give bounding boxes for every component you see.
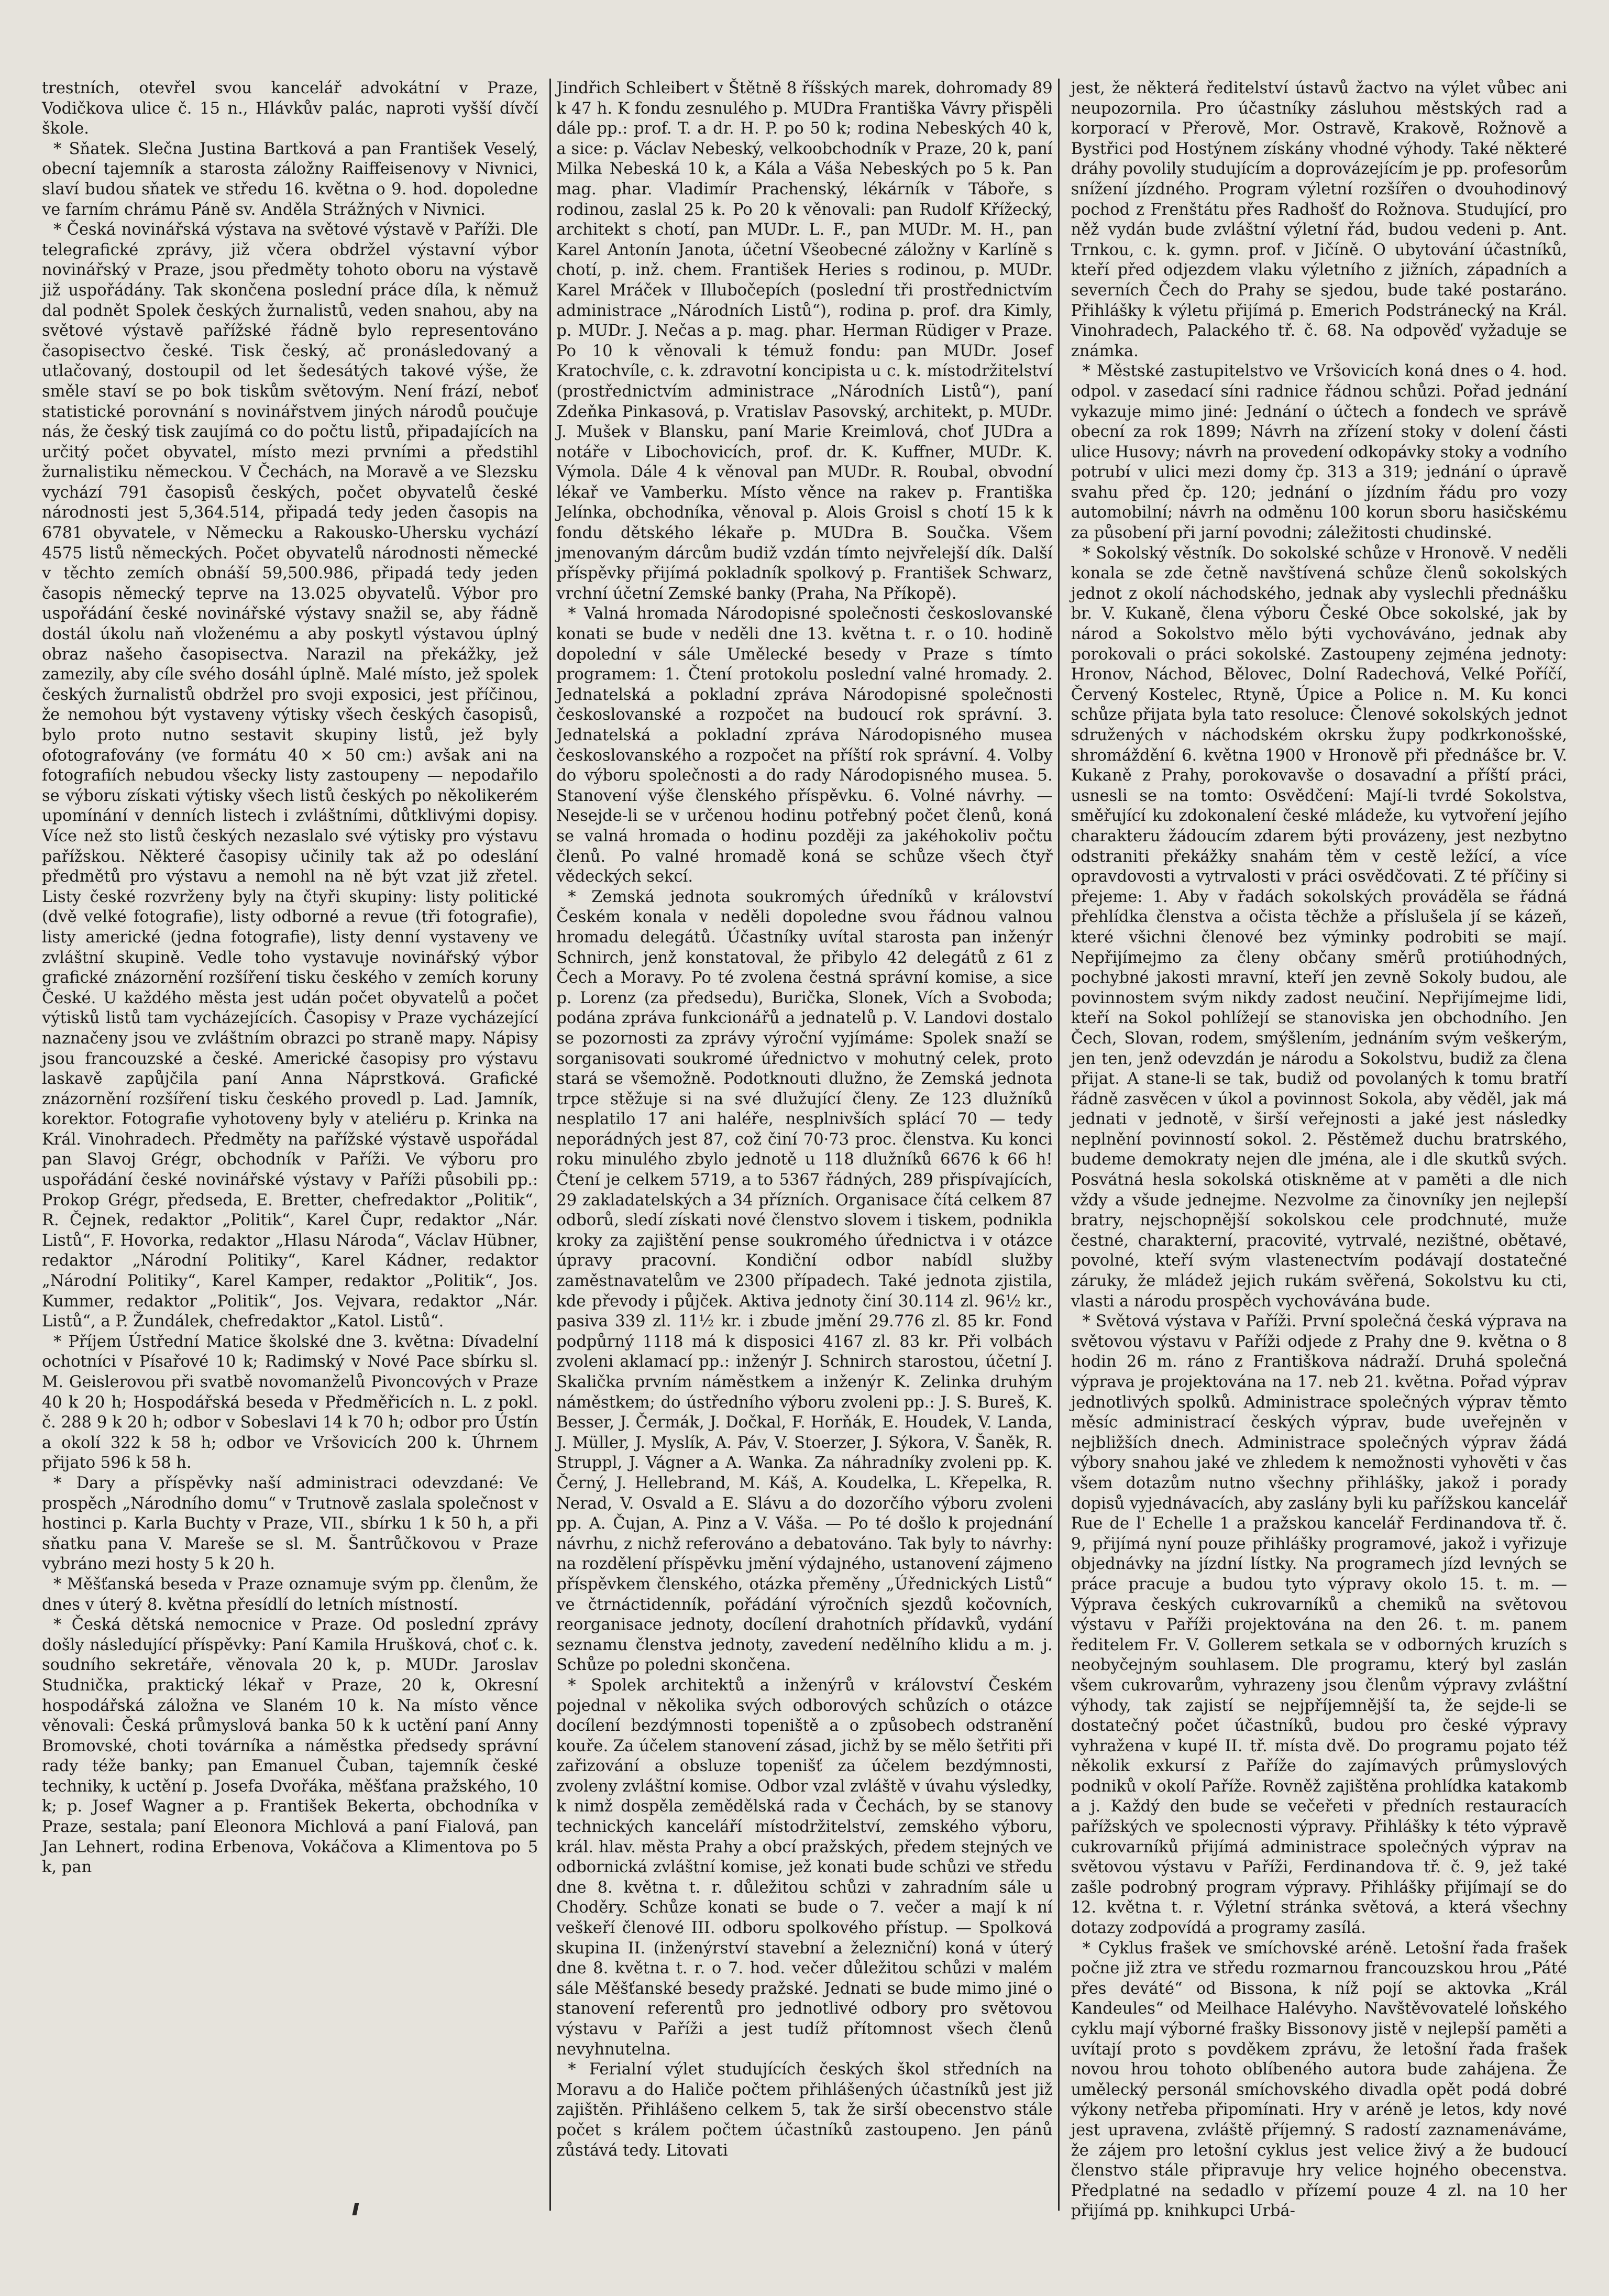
article-paragraph: * Cyklus frašek ve smíchovské aréně. Letošní řada frašek počne již ztra ve středu rozmarnou francouzskou hrou „Páté přes deváté“ od Bissona, k níž pojí se aktovka „Král Kandeules“ od Meilhace Halévyho. Navštěvovatelé loňského cyklu mají výborné frašky Bissonovy jistě v nejlepší paměti a uvítají proto s povděkem zprávu, že letošní řada frašek novou hrou tohoto oblíbeného autora bude zahájena. Že umělecký personál smíchovského divadla opět podá dobré výkony netřeba připomínati. Hry v aréně je letos, kdy nové jest upravena, zvláště příjemný. S radostí zaznamenáváme, že zájem pro letošní cyklus jest velice živý a že budoucí členstvo stále připravuje hry velice hojného obecenstva. Předplatné na sedadlo v přízemí pouze 4 zl. na 10 her přijímá pp. knihkupci Urbá- <box>1071 1939 1567 2221</box>
column-middle <box>549 79 1059 2211</box>
article-paragraph: * Měšťanská beseda v Praze oznamuje svým pp. členům, že dnes v úterý 8. května přesídlí do letních místností. <box>42 1575 538 1614</box>
article-paragraph: * Sokolský věstník. Do sokolské schůze v Hronově. V neděli konala se zde četně navštívená schůze členů sokolských jednot z okolí náchodského, jednak aby vyslechli přednášku br. V. Kukaně, člena výboru České Obce sokolské, jak by národ a Sokolstvo mělo býti vychováváno, jednak aby porokovali o práci sokolské. Zastoupeny zejména jednoty: Hronov, Náchod, Bělovec, Dolní Radechová, Velké Poříčí, Červený Kostelec, Rtyně, Úpice a Police n. M. Ku konci schůze přijata byla tato resoluce: Členové sokolských jednot sdružených v náchodském okrsku župy podkrkonošské, shromáždění 6. května 1900 v Hronově při přednášce br. V. Kukaně z Prahy, porokovavše o dosavadní a příští práci, usnesli se na tomto: Osvědčení: Mají-li tvrdé Sokolstva, směřující ku zdokonalení české mládeže, ku vytvoření jejího charakteru žádoucím zdarem býti provázeny, jest nezbytno odstraniti překážky snahám těm v cestě ležící, a více opravdovosti a vytrvalosti v práci osvědčovati. Z té příčiny si přejeme: 1. Aby v řadách sokolských prováděla se řádná přehlídka členstva a očista těchže a příslušela jí se kázeň, které všichni členové bez výminky podrobiti se mají. Nepřijímejmo za členy občany směrů protiúhodných, pochybné jakosti mravní, kteří jen zevně Sokoly budou, ale povinnostem svým nikdy zadost neučiní. Nepřijímejme lidi, kteří na Sokol pohlížejí se stanoviska jen obchodního. Jen Čech, Slovan, rodem, smýšlením, jednáním svým veškerým, jen ten, jenž odevzdán je národu a Sokolstvu, budiž za člena přijat. A stane-li se tak, budiž od povolaných k tomu bratří řádně zasvěcen v úkol a povinnost Sokola, aby věděl, jak má jednati v jednotě, v širší veřejnosti a jaké jest následky neplnění povinností sokol. 2. Pěstěmež duchu bratrského, budeme demokraty nejen dle jména, ale i dle skutků svých. Posvátná hesla sokolská otiskněme at v paměti a dle nich vždy a všude jednejme. Nezvolme za činovníky jen nejlepší bratry, nejschopnější sokolskou cele prodchnuté, muže čestné, charakterní, pracovité, vytrvalé, nezištné, obětavé, povolné, kteří svým vlastenectvím podávají dostatečné záruky, že mládež jejich rukám svěřená, Sokolstvu ku cti, vlasti a národu prospěch vychovávána bude. <box>1071 544 1567 1311</box>
article-paragraph: jest, že některá ředitelství ústavů žactvo na výlet vůbec ani neupozornila. Pro účastníky zásluhou městských rad a korporací v Přerově, Mor. Ostravě, Krakově, Rožnově a Bystřici pod Hostýnem získány vhodné výhody. Také některé dráhy povolily studujícím a doprovázejícím je pp. profesorům snížení jízdného. Program výletní rozšířen o dvouhodinový pochod z Frenštátu přes Radhošť do Rožnova. Studující, pro něž vydán bude zvláštní výletní řád, budou vedeni p. Ant. Trnkou, c. k. gymn. prof. v Jičíně. O ubytování účastníků, kteří před odjezdem vlaku výletního z jižních, západních a severních Čech do Prahy se sjedou, bude také postaráno. Přihlášky k výletu přijímá p. Emerich Podstránecký na Král. Vinohradech, Palackého tř. č. 68. Na odpověď vyžaduje se známka. <box>1071 79 1567 360</box>
article-paragraph: * Ferialní výlet studujících českých škol středních na Moravu a do Haliče počtem přihlášených účastníků jest již zajištěn. Přihlášeno celkem 5, tak že sirší obecenstvo stále počet s králem počtem účastníků zastoupeno. Jen pánů zůstává tedy. Litovati <box>556 2060 1053 2160</box>
article-paragraph: * Česká novinářská výstava na světové výstavě v Paříži. Dle telegrafické zprávy, již včera obdržel výstavní výbor novinářský v Praze, jsou předměty tohoto oboru na výstavě již uspořádány. Tak skončena poslední práce díla, k němuž dal podnět Spolek českých žurnalistů, veden snahou, aby na světové výstavě pařížské řádně bylo representováno časopisectvo české. Tisk český, ač pronásledovaný a utlačovaný, dostoupil od let šedesátých takové výše, že směle staví se po bok tiskům světovým. Není frází, neboť statistické porovnání s novinářstvem jiných národů poučuje nás, že český tisk zaujímá co do počtu listů, připadajících na určitý počet obyvatel, místo mezi prvními a předstihl žurnalistiku německou. V Čechách, na Moravě a ve Slezsku vychází 791 časopisů českých, počet obyvatelů české národnosti jest 5,364.514, připadá tedy jeden časopis na 6781 obyvatele, v Německu a Rakousko-Uhersku vychází 4575 listů německých. Počet obyvatelů národnosti německé v těchto zemích obnáší 59,500.986, připadá tedy jeden časopis německý teprve na 13.025 obyvatelů. Výbor pro uspořádání české novinářské výstavy snažil se, aby řádně dostál úkolu naň vloženému a aby poskytl výstavou úplný obraz našeho časopisectva. Narazil na překážky, jež zamezily, aby cíle svého dosáhl úplně. Malé místo, jež spolek českých žurnalistů obdržel pro svoji exposici, jest příčinou, že nemohou být vystaveny výtisky všech českých časopisů, bylo proto nutno sestavit skupiny listů, jež byly ofotografovány (ve formátu 40 × 50 cm:) avšak ani na fotografiích nebudou všecky listy zastoupeny — nepodařilo se výboru získati výtisky všech listů českých po několikerém upomínání v denních listech i zvláštními, důtklivými dopisy. Více než sto listů českých nezaslalo své výtisky pro výstavu pařížskou. Některé časopisy učinily tak až po odeslání předmětů pro výstavu a nemohl na ně být vzat již zřetel. Listy české rozvrženy byly na čtyři skupiny: listy politické (dvě velké fotografie), listy odborné a revue (tři fotografie), listy americké (jedna fotografie), listy denní vystaveny ve zvláštní skupině. Vedle toho vystavuje novinářský výbor grafické znázornění rozšíření tisku českého v zemích koruny České. U každého města jest udán počet obyvatelů a počet výtisků listů tam vycházejících. Časopisy v Praze vycházející naznačeny jsou ve zvláštním obrazci po straně mapy. Nápisy jsou francouzské a české. Americké časopisy pro výstavu laskavě zapůjčila paní Anna Náprstková. Grafické znázornění rozšíření tisku českého provedl p. Lad. Jamník, korektor. Fotografie vyhotoveny byly v ateliéru p. Krinka na Král. Vinohradech. Předměty na pařížské výstavě uspořádal pan Slavoj Grégr, obchodník v Paříži. Ve výboru pro uspořádání české novinářské výstavy v Paříži působili pp.: Prokop Grégr, předseda, E. Bretter, chefredaktor „Politik“, R. Čejnek, redaktor „Politik“, Karel Čupr, redaktor „Nár. Listů“, F. Hovorka, redaktor „Hlasu Národa“, Václav Hübner, redaktor „Národní Politiky“, Karel Kádner, redaktor „Národní Politiky“, Karel Kamper, redaktor „Politik“, Jos. Kummer, redaktor „Politik“, Jos. Vejvara, redaktor „Nár. Listů“, a P. Žundálek, chefredaktor „Katol. Listů“. <box>42 221 538 1331</box>
article-paragraph: * Příjem Ústřední Matice školské dne 3. května: Dívadelní ochotníci v Písařové 10 k; Radimský v Nové Pace sbírku sl. M. Geislerovou při svatbě novomanželů Pivoncových v Praze 40 k 20 h; Hospodářská beseda v Předměřicích n. L. z pokl. č. 288 9 k 20 h; odbor v Sobeslavi 14 k 70 h; odbor pro Ústín a okolí 322 k 58 h; odbor ve Vršovicích 200 k. Úhrnem přijato 596 k 58 h. <box>42 1332 538 1473</box>
article-paragraph: * Sňatek. Slečna Justina Bartková a pan František Veselý, obecní tajemník a starosta záložny Raiffeisenovy v Nivnici, slaví budou sňatek ve středu 16. května o 9. hod. dopoledne ve farním chrámu Páně sv. Anděla Strážných v Nivnici. <box>42 139 538 219</box>
column-right <box>1071 79 1567 2221</box>
article-paragraph: * Zemská jednota soukromých úředníků v království Českém konala v neděli dopoledne svou řádnou valnou hromadu delegátů. Účastníky uvítal starosta pan inženýr Schnirch, jenž konstatoval, že přibylo 42 delegátů z 61 z Čech a Moravy. Po té zvolena čestná správní komise, a sice p. Lorenz (za předsedu), Burička, Slonek, Vích a Svoboda; podána zpráva funkcionářů a jednatelů p. V. Landovi dostalo se pozornosti za zprávy výroční vyjímáme: Spolek snaží se sorganisovati soukromé úřednictvo v mohutný celek, proto stará se všemožně. Podotknouti dlužno, že Zemská jednota trpce stěžuje si na své dlužující členy. Ze 123 dlužníků nesplatilo 17 ani haléře, nesplnivších splácí 70 — tedy neporádných jest 87, což činí 70·73 proc. členstva. Ku konci roku minulého zbylo jednotě u 118 dlužníků 6676 k 66 h! Čtení je celkem 5719, a to 5367 řádných, 289 přispívajících, 29 zakladatelských a 34 přízních. Organisace čítá celkem 87 odborů, sledí získati nové členstvo slovem i tiskem, podnikla kroky za zajištění pense soukromého úřednictva i v otázce úpravy pracovní. Kondiční odbor nabídl služby zaměstnavatelům ve 2300 případech. Také jednota zjistila, kde převody i půjček. Aktiva jednoty činí 30.114 zl. 96½ kr., pasiva 339 zl. 11½ kr. i zbude jmění 29.776 zl. 85 kr. Fond podpůrný 1118 má k disposici 4167 zl. 83 kr. Při volbách zvoleni aklamací pp.: inženýr J. Schnirch starostou, účetní J. Skalička prvním náměstkem a inženýr K. Zelinka druhým náměstkem; do ústředního výboru zvoleni pp.: J. S. Bureš, K. Besser, J. Čermák, J. Dočkal, F. Horňák, E. Houdek, V. Landa, J. Müller, J. Myslík, A. Páv, V. Stoerzer, J. Sýkora, V. Šaněk, R. Struppl, J. Vágner a A. Wanka. Za náhradníky zvoleni pp. K. Černý, J. Hellebrand, M. Káš, A. Koudelka, L. Křepelka, R. Nerad, V. Osvald a E. Slávu a do dozorčího výboru zvoleni pp. A. Čujan, A. Pinz a V. Váša. — Po té došlo k projednání návrhu, z nichž referováno a debatováno. Tak byly to návrhy: na rozdělení příspěvku jmění výdajného, ustanovení zájmeno příspěvkem členského, otázka přeměny „Úřednických Listů“ ve čtrnáctidenník, pořádání výročních sjezdů kočovních, reorganisace jednoty, docílení drahotních přídavků, vydání seznamu členstva jednoty, zavedení nedělního klidu a m. j. Schůze po poledni skončena. <box>556 887 1053 1675</box>
article-paragraph: * Valná hromada Národopisné společnosti českoslovanské konati se bude v neděli dne 13. května t. r. o 10. hodině dopolední v sále Umělecké besedy v Praze s tímto programem: 1. Čtení protokolu poslední valné hromady. 2. Jednatelská a pokladní zpráva Národopisné společnosti českoslovanské a rozpočet na budoucí rok správní. 3. Jednatelská a pokladní zpráva Národopisného musea českoslovanského a rozpočet na příští rok správní. 4. Volby do výboru společnosti a do rady Národopisného musea. 5. Stanovení výše členského příspěvku. 6. Volné návrhy. — Nesejde-li se v určenou hodinu potřebný počet členů, koná se valná hromada o hodinu později za jakéhokoliv počtu členů. Po valné hromadě koná se schůze všech čtyř vědeckých sekcí. <box>556 605 1053 886</box>
article-paragraph: * Městské zastupitelstvo ve Vršovicích koná dnes o 4. hod. odpol. v zasedací síni radnice řádnou schůzi. Pořad jednání vykazuje mimo jiné: Jednání o účtech a fondech ve správě obecní za rok 1899; Návrh na zřízení stoky v dolení části ulice Husovy; návrh na provedení odkopávky stoky a vodního potrubí v ulici mezi domy čp. 313 a 319; jednání o úpravě svahu před čp. 120; jednání o jízdním řádu pro vozy automobilní; návrh na odměnu 100 korun sboru hasičskému za působení při jarní povodni; záležitosti chudinské. <box>1071 362 1567 543</box>
article-paragraph: * Česká dětská nemocnice v Praze. Od poslední zprávy došly následující příspěvky: Paní Kamila Hrušková, choť c. k. soudního sekretáře, věnovala 20 k, p. MUDr. Jaroslav Studnička, praktický lékař v Praze, 20 k, Okresní hospodářská záložna ve Slaném 10 k. Na místo věnce věnovali: Česká průmyslová banka 50 k k uctění paní Anny Bromovské, choti továrníka a náměstka předsedy správní rady téže banky; pan Emanuel Čuban, tajemník české techniky, k uctění p. Josefa Dvořáka, měšťana pražského, 10 k; p. Josef Wagner a p. František Bekerta, obchodníka v Praze, sestala; paní Eleonora Michlová a paní Fialová, pan Jan Lehnert, rodina Erbenova, Vokáčova a Klimentova po 5 k, pan <box>42 1616 538 1877</box>
article-paragraph: * Světová výstava v Paříži. První společná česká výprava na světovou výstavu v Paříži odjede z Prahy dne 9. května o 8 hodin 26 m. ráno z Františkova nádraží. Druhá společná výprava je projektována na 17. neb 21. května. Pořad výprav jednotlivých spolků. Administrace společných výprav těmto měsíc administrací českých výprav, bude uveřejněn v nejbližších dnech. Administrace společných výprav žádá výbory snahou jaké ve zhledem k nemožnosti vyhověti v čas všem dotazům nutno všechny přihlášky, jakož i porady dopisů vyjednávacích, aby zaslány byli ku pařížskou kancelář Rue de l' Echelle 1 a pražskou kancelář Ferdinandova tř. č. 9, přijímá nyní pouze přihlášky programové, jakož i vyřizuje objednávky na jízdní lístky. Na programech jízd levných se práce pracuje a budou tyto výpravy okolo 15. t. m. — Výprava českých cukrovarníků a chemiků na světovou výstavu v Paříži projektována na den 26. t. m. panem ředitelem Fr. V. Gollerem setkala se v odborných kruzích s neobyčejným souhlasem. Dle programu, který byl zaslán všem cukrovarům, vyhrazeny jsou členům výpravy zvláštní výhody, tak zajistí se nejpříjemnější ta, že sejde-li se dostatečný počet účastníků, budou pro české výpravy vyhražena v kupé II. tř. místa dvě. Do programu pojato též několik exkursí z Paříže do zajímavých průmyslových podniků v okolí Paříže. Rovněž zajištěna prohlídka katakomb a j. Každý den bude se večeřeti v předních restauracích pařížských ve spolecnosti výpravy. Přihlášky k této výpravě cukrovarníků přijímá administrace společných výprav na světovou výstavu v Paříži, Ferdinandova tř. č. 9, jež také zašle podrobný program výpravy. Přihlášky přijímají se do 12. května t. r. Výletní stránka světová, a která všechny dotazy zodpovídá a programy zasílá. <box>1071 1312 1567 1938</box>
column-left <box>42 79 538 2211</box>
article-paragraph: trestních, otevřel svou kancelář advokátní v Praze, Vodičkova ulice č. 15 n., Hlávkův palác, naproti vyšší dívčí škole. <box>42 79 538 138</box>
article-paragraph: Jindřich Schleibert v Štětně 8 říšských marek, dohromady 89 k 47 h. K fondu zesnulého p. MUDra Františka Vávry přispěli dále pp.: prof. T. a dr. H. P. po 50 k; rodina Nebeských 40 k, a sice: p. Václav Nebeský, velkoobchodník v Praze, 20 k, paní Milka Nebeská 10 k, a Kála a Váša Nebeských po 5 k. Pan mag. phar. Vladimír Prachenský, lékárník v Táboře, s rodinou, zaslal 25 k. Po 20 k věnovali: pan Rudolf Křížecký, architekt s chotí, pan MUDr. L. F., pan MUDr. M. H., pan Karel Antonín Janota, účetní Všeobecné záložny v Karlíně s chotí, p. inž. chem. František Heries s rodinou, p. MUDr. Karel Mráček v Illubočepích (poslední tři prostřednictvím administrace „Národních Listů“), rodina p. prof. dra Kimly, p. MUDr. J. Nečas a p. mag. phar. Herman Rüdiger v Praze. Po 10 k věnovali k témuž fondu: pan MUDr. Josef Kratochvíle, c. k. zdravotní koncipista u c. k. místodržitelství (prostřednictvím administrace „Národních Listů“), paní Zdeňka Pinkasová, p. Vratislav Pasovský, architekt, p. MUDr. J. Mušek v Blansku, paní Marie Kreimlová, choť JUDra a notáře v Libochovicích, prof. dr. K. Kuffner, MUDr. K. Výmola. Dále 4 k věnoval pan MUDr. R. Roubal, obvodní lékař ve Vamberku. Místo věnce na rakev p. Františka Jelínka, obchodníka, věnoval p. Alois Groisl s chotí 15 k k fondu dětského lékaře p. MUDra B. Součka. Všem jmenovaným dárcům budiž vzdán tímto nejvřelejší dík. Další příspěvky přijímá pokladník spolkový p. František Schwarz, vrchní účetní Zemské banky (Praha, Na Příkopě). <box>556 79 1053 603</box>
article-paragraph: * Spolek architektů a inženýrů v království Českém pojednal v několika svých odborových schůzích o otázce docílení bezdýmnosti topeniště a o způsobech odstranění kouře. Za účelem stanovení zásad, jichž by se mělo šetřiti při zařizování a obsluze topenišť za účelem bezdýmnosti, zvoleny zvláštní komise. Odbor vzal zvláště v úvahu výsledky, k nimž dospěla zemědělská rada v Čechách, by se stanovy technických kanceláří místodržitelství, zemského výboru, král. hlav. města Prahy a obcí pražských, předem stejných ve odbornická zvláštní komise, jež konati bude schůzi ve středu dne 8. května t. r. důležitou schůzi v zahradním sále u Choděry. Schůze konati se bude o 7. večer a mají k ní veškeří členové III. odboru spolkového přístup. — Spolková skupina II. (inženýrství stavební a železniční) koná v úterý dne 8. května t. r. o 7. hod. večer důležitou schůzi v malém sále Měšťanské besedy pražské. Jednati se bude mimo jiné o stanovení referentů pro jednotlivé odbory pro světovou výstavu v Paříži a jest tudíž přítomnost všech členů nevyhnutelna. <box>556 1676 1053 2059</box>
newspaper-page <box>42 79 1567 2221</box>
article-paragraph: * Dary a příspěvky naší administraci odevzdané: Ve prospěch „Národního domu“ v Trutnově zaslala společnost v hostinci p. Karla Buchty v Praze, VII., sbírku 1 k 50 h, a při sňatku pana V. Mareše se sl. M. Šantrůčkovou v Praze vybráno mezi hosty 5 k 20 h. <box>42 1474 538 1574</box>
